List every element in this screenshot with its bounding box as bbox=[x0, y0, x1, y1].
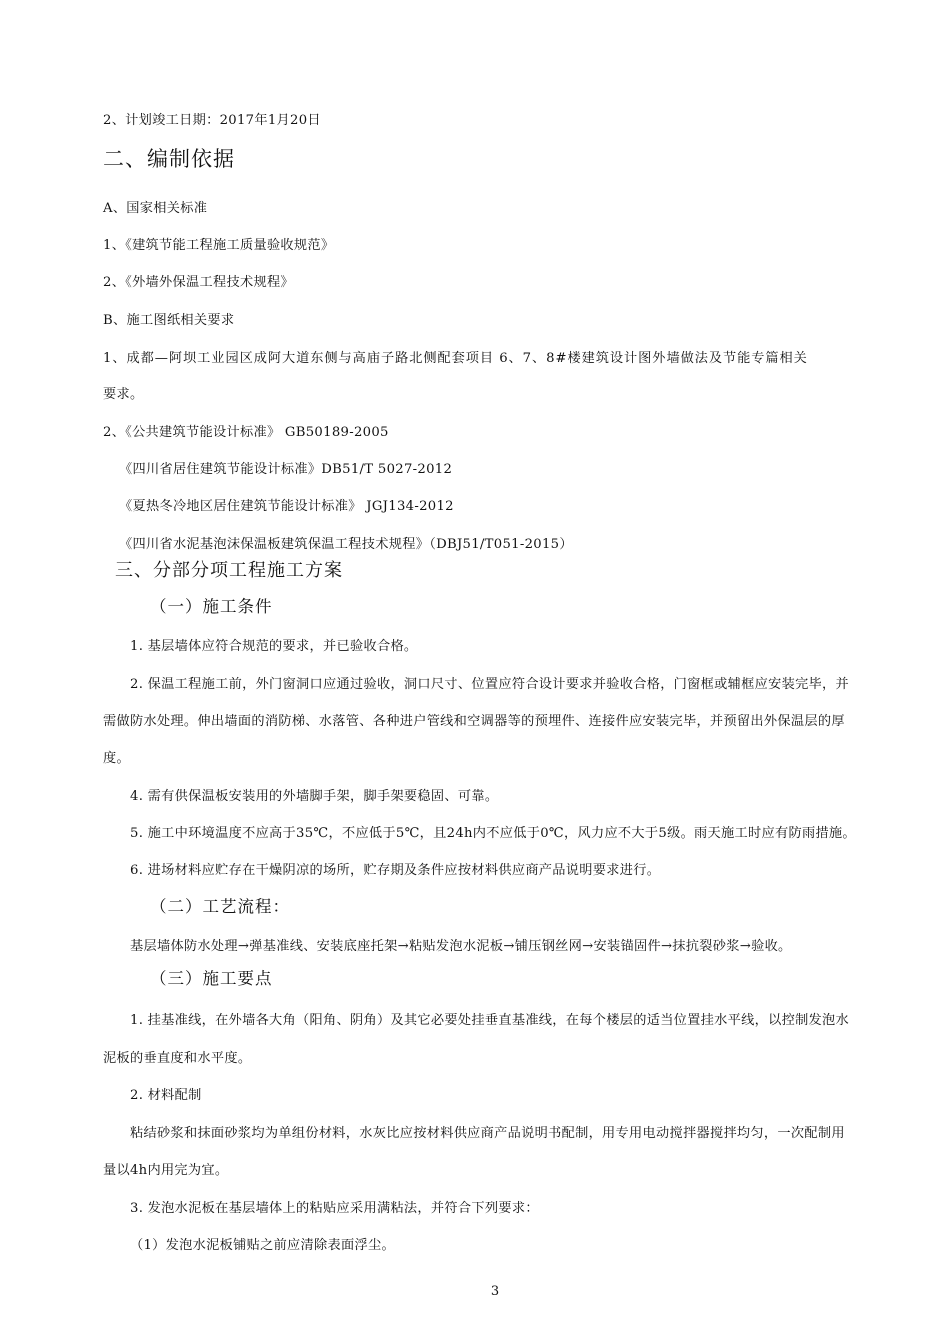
condition-1: 1. 基层墙体应符合规范的要求，并已验收合格。 bbox=[130, 639, 418, 654]
drawing-4: 《夏热冬冷地区居住建筑节能设计标准》 JGJ134-2012 bbox=[119, 499, 454, 514]
sub-points: （三）施工要点 bbox=[150, 969, 273, 988]
condition-4: 4. 需有供保温板安装用的外墙脚手架，脚手架要稳固、可靠。 bbox=[130, 789, 499, 804]
point-1-line1: 1. 挂基准线，在外墙各大角（阳角、阴角）及其它必要处挂垂直基准线，在每个楼层的适当位置挂水平线，以控制发泡水 bbox=[130, 1013, 850, 1028]
condition-6: 6. 进场材料应贮存在干燥阴凉的场所，贮存期及条件应按材料供应商产品说明要求进行。 bbox=[130, 863, 661, 878]
completion-date: 2、计划竣工日期：2017年1月20日 bbox=[103, 113, 321, 128]
sub-conditions: （一）施工条件 bbox=[150, 597, 273, 616]
point-2-text-line2: 量以4h内用完为宜。 bbox=[103, 1163, 229, 1178]
drawing-1-line2: 要求。 bbox=[103, 387, 144, 402]
drawing-5: 《四川省水泥基泡沫保温板建筑保温工程技术规程》（DBJ51/T051-2015） bbox=[119, 537, 573, 552]
standard-2: 2、《外墙外保温工程技术规程》 bbox=[103, 275, 294, 290]
condition-2-line1: 2. 保温工程施工前，外门窗洞口应通过验收，洞口尺寸、位置应符合设计要求并验收合格，门窗框或辅框应安装完毕，并 bbox=[130, 677, 850, 692]
sub-process: （二）工艺流程： bbox=[150, 897, 290, 916]
drawing-1-line1: 1、成都—阿坝工业园区成阿大道东侧与高庙子路北侧配套项目 6、7、8#楼建筑设计图外墙做法及节能专篇相关 bbox=[103, 351, 808, 366]
point-2: 2. 材料配制 bbox=[130, 1088, 202, 1103]
page-number: 3 bbox=[490, 1284, 500, 1299]
standard-1: 1、《建筑节能工程施工质量验收规范》 bbox=[103, 238, 335, 253]
point-2-text-line1: 粘结砂浆和抹面砂浆均为单组份材料，水灰比应按材料供应商产品说明书配制，用专用电动搅拌器搅拌均匀，一次配制用 bbox=[130, 1126, 845, 1141]
point-3-1: （1）发泡水泥板铺贴之前应清除表面浮尘。 bbox=[130, 1238, 395, 1253]
point-3: 3. 发泡水泥板在基层墙体上的粘贴应采用满粘法，并符合下列要求： bbox=[130, 1201, 539, 1216]
heading-plan: 三、分部分项工程施工方案 bbox=[115, 560, 343, 581]
heading-basis: 二、编制依据 bbox=[103, 147, 235, 171]
process-text: 基层墙体防水处理→弹基准线、安装底座托架→粘贴发泡水泥板→铺压钢丝网→安装锚固件→抹抗裂砂浆→验收。 bbox=[130, 939, 792, 954]
condition-2-line2: 需做防水处理。伸出墙面的消防梯、水落管、各种进户管线和空调器等的预埋件、连接件应安装完毕，并预留出外保温层的厚 bbox=[103, 714, 845, 729]
section-b: B、施工图纸相关要求 bbox=[103, 313, 235, 328]
drawing-3: 《四川省居住建筑节能设计标准》DB51/T 5027-2012 bbox=[119, 462, 453, 477]
condition-5: 5. 施工中环境温度不应高于35℃，不应低于5℃，且24h内不应低于0℃，风力应不大于5级。雨天施工时应有防雨措施。 bbox=[130, 826, 856, 841]
section-a: A、国家相关标准 bbox=[103, 201, 208, 216]
condition-2-line3: 度。 bbox=[103, 751, 130, 766]
point-1-line2: 泥板的垂直度和水平度。 bbox=[103, 1051, 252, 1066]
drawing-2: 2、《公共建筑节能设计标准》 GB50189-2005 bbox=[103, 425, 389, 440]
